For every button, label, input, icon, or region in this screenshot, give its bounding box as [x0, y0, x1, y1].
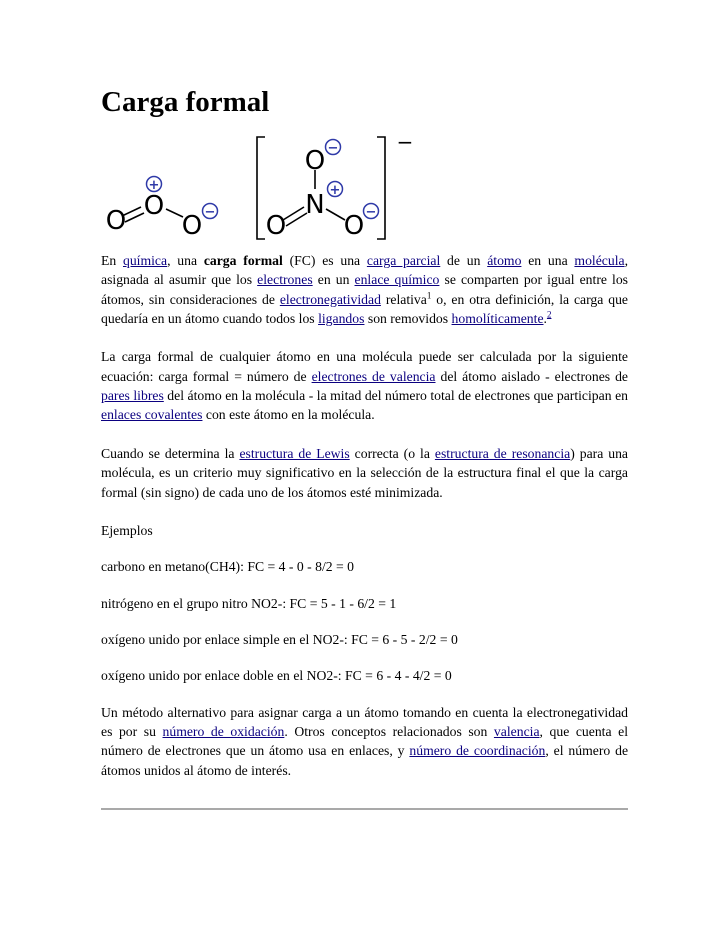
text-run: del átomo aislado - electrones de: [435, 368, 628, 384]
link-quimica[interactable]: química: [122, 253, 168, 268]
nitrite-atom-top: O: [304, 146, 326, 176]
link-carga-parcial[interactable]: carga parcial: [366, 253, 441, 268]
text-run: en un: [312, 272, 355, 288]
link-estructura-de-resonancia[interactable]: estructura de resonancia: [434, 445, 571, 461]
text-run: son removidos: [364, 310, 452, 326]
text-run: , el número de átomos unidos al átomo de interés.: [101, 743, 629, 778]
link-homoliticamente[interactable]: homolíticamente: [451, 310, 544, 326]
examples-heading: Ejemplos: [101, 523, 153, 539]
text-run: ) para una molécula, es un criterio muy significativo en la selección de la estructura final el que la carga formal (sin signo) de cada uno de los átomos esté minimizada.: [101, 445, 629, 500]
footnote-ref-2[interactable]: 2: [546, 309, 552, 320]
nitrite-atom-left: O: [265, 211, 287, 241]
ozone-atom-right: O: [181, 211, 203, 241]
text-run: , asignada al asumir que los: [101, 253, 629, 288]
text-run: .: [543, 310, 547, 326]
nitrite-atom-nitrogen: N: [305, 190, 325, 220]
text-run: relativa: [380, 291, 427, 307]
alternative-paragraph: [101, 703, 628, 780]
example-item: carbono en metano(CH4): FC = 4 - 0 - 8/2 = 0: [101, 559, 355, 575]
right-bracket-icon: [377, 137, 385, 239]
example-item: nitrógeno en el grupo nitro NO2-: FC = 5 - 1 - 6/2 = 1: [101, 595, 397, 611]
text-run: correcta (o la: [349, 445, 435, 461]
footer-divider: [101, 808, 628, 810]
ozone-atom-center: O: [143, 191, 165, 221]
lewis-paragraph: [101, 444, 628, 502]
formal-charge-figure: [101, 127, 628, 247]
link-electrones[interactable]: electrones: [257, 272, 313, 288]
text-run: , que cuenta el número de electrones que un átomo usa en enlaces, y: [101, 723, 628, 759]
text-run: se comparten por igual entre los átomos, sin consideraciones de: [101, 272, 629, 307]
text-run: Cuando se determina la: [101, 445, 240, 461]
text-run: , una: [167, 253, 204, 268]
article-body: [101, 251, 628, 799]
text-run: de un: [440, 253, 488, 268]
text-run: (FC) es una: [282, 253, 367, 268]
ozone-charge-plus: +: [148, 178, 160, 193]
text-run: o, en otra definición, la carga que quedaría en un átomo cuando todos los: [101, 291, 628, 326]
text-run: . Otros conceptos relacionados son: [284, 723, 494, 739]
formula-paragraph: [101, 347, 628, 424]
nitrite-charge-nitrogen: +: [329, 183, 341, 198]
text-run: La carga formal de cualquier átomo en una molécula puede ser calculada por la siguiente ecuación: carga formal = número de: [101, 349, 628, 384]
example-item: oxígeno unido por enlace doble en el NO2-: FC = 6 - 4 - 4/2 = 0: [101, 668, 452, 684]
link-atomo[interactable]: átomo: [487, 253, 522, 268]
text-run: en una: [521, 253, 575, 268]
link-ligandos[interactable]: ligandos: [318, 310, 365, 326]
link-electronegatividad[interactable]: electronegatividad: [279, 291, 381, 307]
ozone-structure: [106, 177, 218, 242]
ozone-atom-left: O: [105, 206, 127, 236]
ion-charge: −: [396, 130, 414, 154]
text-run: con este átomo en la molécula.: [202, 407, 375, 423]
link-electrones-de-valencia[interactable]: electrones de valencia: [311, 368, 436, 384]
term-bold: carga formal: [203, 253, 283, 268]
link-estructura-de-lewis[interactable]: estructura de Lewis: [239, 445, 350, 461]
link-numero-de-oxidacion[interactable]: número de oxidación: [162, 723, 285, 739]
footnote-ref-1[interactable]: 1: [426, 290, 432, 301]
page-title: Carga formal: [101, 86, 270, 118]
link-numero-de-coordinacion[interactable]: número de coordinación: [409, 743, 546, 759]
structures-diagram: [101, 127, 628, 247]
definition-paragraph: [101, 251, 628, 328]
nitrite-atom-right: O: [343, 211, 365, 241]
link-molecula[interactable]: molécula: [574, 253, 625, 268]
example-item: oxígeno unido por enlace simple en el NO2-: FC = 6 - 5 - 2/2 = 0: [101, 632, 458, 648]
text-run: En: [101, 253, 123, 268]
link-valencia[interactable]: valencia: [493, 723, 540, 739]
text-run: del átomo en la molécula - la mitad del número total de electrones que participan en: [163, 388, 628, 404]
ozone-charge-minus: −: [204, 205, 216, 220]
link-enlace-quimico[interactable]: enlace químico: [354, 272, 440, 288]
nitrite-charge-right: −: [365, 205, 377, 220]
link-pares-libres[interactable]: pares libres: [101, 388, 164, 404]
nitrite-charge-top: −: [327, 141, 339, 156]
left-bracket-icon: [257, 137, 265, 239]
text-run: Un método alternativo para asignar carga a un átomo tomando en cuenta la electronegatividad es por su: [101, 704, 628, 739]
nitrite-structure: [257, 130, 413, 241]
link-enlaces-covalentes[interactable]: enlaces covalentes: [101, 407, 203, 423]
